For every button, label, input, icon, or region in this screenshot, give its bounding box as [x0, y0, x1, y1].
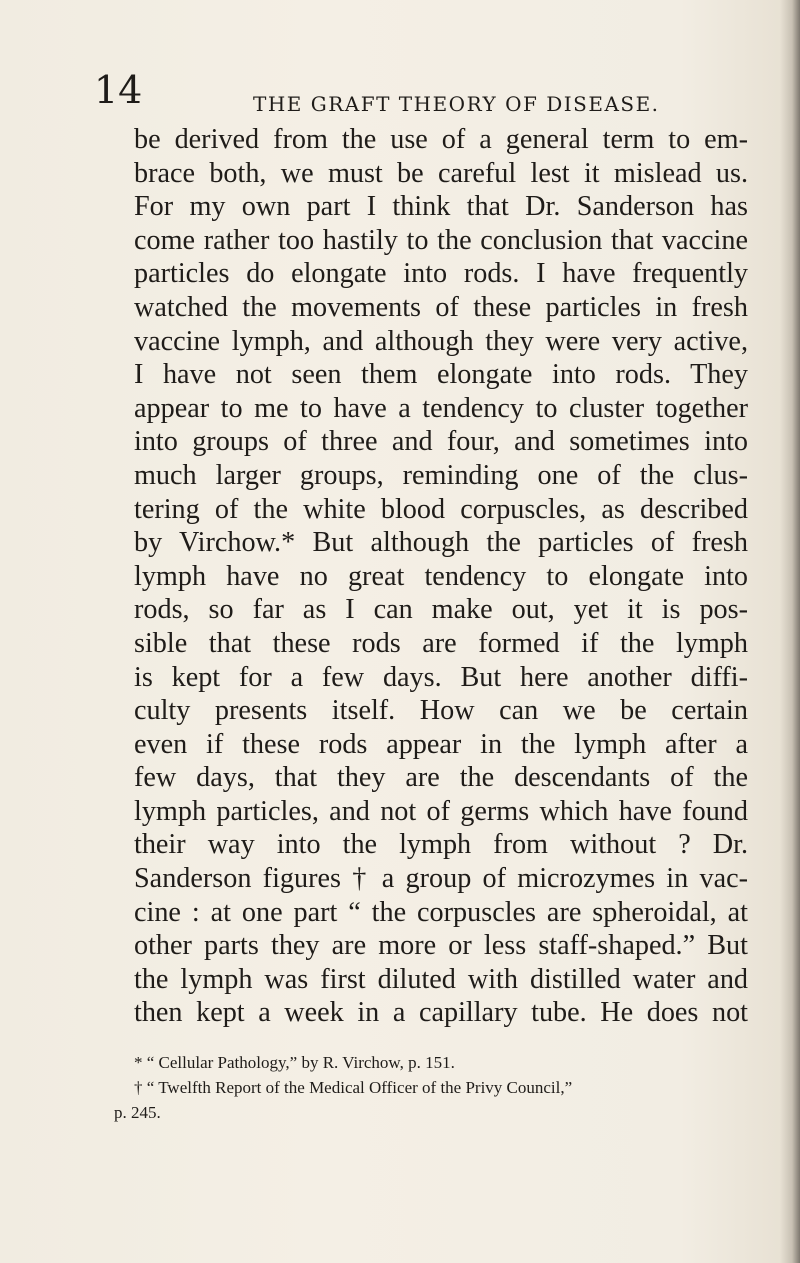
footnote-continuation: p. 245. [114, 1103, 161, 1122]
text-line: particles do elongate into rods. I have frequently [134, 258, 748, 290]
text-line: much larger groups, reminding one of the clus- [134, 459, 748, 491]
running-head: THE GRAFT THEORY OF DISEASE. [253, 92, 660, 116]
page-edge-shadow [780, 0, 800, 1263]
text-line: into groups of three and four, and sometimes into [134, 426, 748, 458]
text-line: vaccine lymph, and although they were very active, [134, 325, 748, 357]
text-line: lymph particles, and not of germs which have found [134, 795, 748, 827]
text-line: tering of the white blood corpuscles, as described [134, 493, 748, 525]
footnotes [114, 1050, 748, 1125]
text-line: cine : at one part “ the corpuscles are spheroidal, at [134, 896, 748, 928]
text-line: is kept for a few days. But here another diffi- [134, 661, 748, 693]
text-line: lymph have no great tendency to elongate into [134, 560, 748, 592]
text-line: watched the movements of these particles in fresh [134, 291, 748, 323]
footnote: † “ Twelfth Report of the Medical Officer of the Privy Council,” [134, 1078, 573, 1097]
text-line: the lymph was first diluted with distilled water and [134, 963, 748, 995]
text-line: even if these rods appear in the lymph after a [134, 728, 748, 760]
text-line: by Virchow.* But although the particles of fresh [134, 527, 748, 559]
text-line: other parts they are more or less staff-shaped.” But [134, 930, 748, 962]
text-line: then kept a week in a capillary tube. He does not [134, 997, 748, 1029]
text-line: appear to me to have a tendency to cluster together [134, 392, 748, 424]
page-number: 14 [94, 68, 143, 112]
text-line: For my own part I think that Dr. Sanderson has [134, 191, 748, 223]
footnote: * “ Cellular Pathology,” by R. Virchow, p. 151. [134, 1053, 455, 1072]
text-line: culty presents itself. How can we be certain [134, 695, 748, 727]
text-line: come rather too hastily to the conclusion that vaccine [134, 224, 748, 256]
text-line: rods, so far as I can make out, yet it is pos- [134, 594, 748, 626]
text-line: brace both, we must be careful lest it mislead us. [134, 157, 748, 189]
text-line: I have not seen them elongate into rods. They [134, 359, 748, 391]
text-line: their way into the lymph from without ? Dr. [134, 829, 748, 861]
text-line: sible that these rods are formed if the lymph [134, 627, 748, 659]
text-line: be derived from the use of a general term to em- [134, 124, 748, 155]
text-line: few days, that they are the descendants of the [134, 762, 748, 794]
body-text [134, 123, 748, 1030]
text-line: Sanderson figures † a group of microzymes in vac- [134, 863, 748, 895]
